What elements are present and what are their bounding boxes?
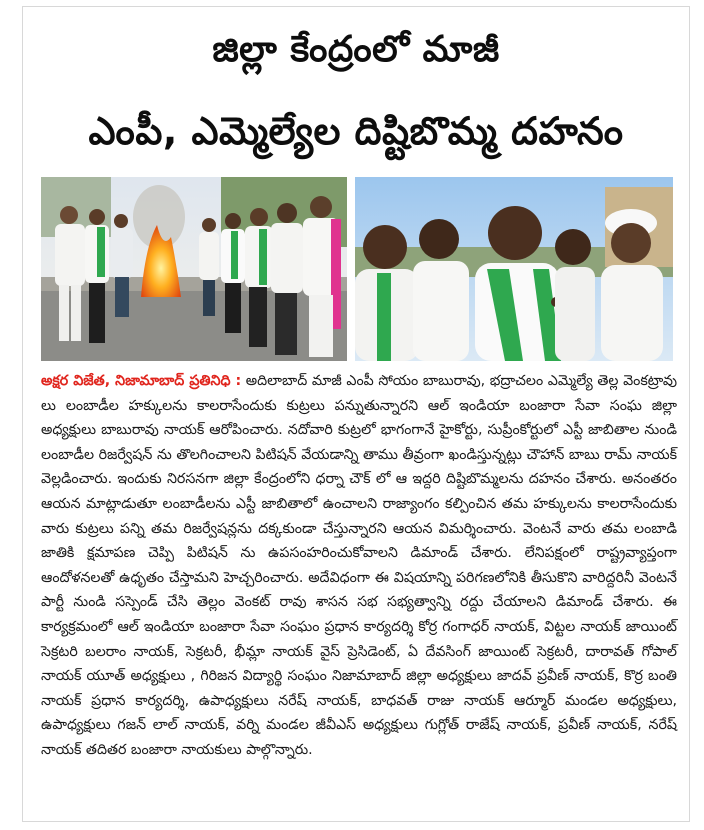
article-body [41, 369, 677, 763]
article-body-text: అదిలాబాద్ మాజీ ఎంపీ సోయం బాబురావు, భద్రాచలం ఎమ్మెల్యే తెల్ల వెంకట్రావు లు లంబాడీల హక్కులను కాలరాసేందుకు కుట్రలు పన్నుతున్నారని ఆల్ ఇండియా బంజారా సేవా సంఘ జిల్లా అధ్యక్షులు బాబురావు నాయక్ ఆరోపించారు. నదోవారి కుట్రలో భాగంగానే హైకోర్టు, సుప్రీంకోర్టులో ఎస్టీ జాబితాల నుండి లంబాడీల రిజర్వేషన్ ను తొలగించాలని పిటిషన్ వేయడాన్ని తాము తీవ్రంగా ఖండిస్తున్నట్లు చౌహాన్ బాబు రామ్ నాయక్ వెల్లడించారు. ఇందుకు నిరసనగా జిల్లా కేంద్రంలోని ధర్నా చౌక్ లో ఆ ఇద్దరి దిష్టిబొమ్మలను దహనం చేశారు. అనంతరం ఆయన మాట్లాడుతూ లంబాడీలను ఎస్టీ జాబితాలో ఉంచాలని రాజ్యాంగం కల్పించిన తమ హక్కులను కాలరాసేందుకు వారు కుట్రలు పన్ని తమ రిజర్వేషన్లను దక్కకుండా చేస్తున్నారని ఆయన విమర్శించారు. వెంటనే వారు తమ లంబాడి జాతికి క్షమాపణ చెప్పి పిటిషన్ ను ఉపసంహరించుకోవాలని డిమాండ్ చేశారు. లేనిపక్షంలో రాష్ట్రవ్యాప్తంగా ఆందోళనలతో ఉధృతం చేస్తామని హెచ్చరించారు. అదేవిధంగా ఈ విషయాన్ని పరిగణలోనికి తీసుకొని వారిద్దరినీ వెంటనే పార్టీ నుండి సస్పెండ్ చేసి తెల్లం వెంకట్ రావు శాసన సభ సభ్యత్వాన్ని రద్దు చేయాలని డిమాండ్ చేశారు. ఈ కార్యక్రమంలో ఆల్ ఇండియా బంజారా సేవా సంఘం ప్రధాన కార్యదర్శి కోర్ర గంగాధర్ నాయక్, విట్టల నాయక్ జాయింట్ సెక్రటరి బలరాం నాయక్, సెక్రటరీ, భీమ్లా నాయక్ వైస్ ప్రెసిడెంట్, ఏ దేవసింగ్ జాయింట్ సెక్రటరీ, దారావత్ గోపాల్ నాయక్ యూత్ అధ్యక్షులు , గిరిజన విద్యార్థి సంఘం నిజామాబాద్ జిల్లా అధ్యక్షులు జాదవ్ ప్రవీణ్ నాయక్, కొర్ర బంతి నాయక్ ప్రధాన కార్యదర్శి, ఉపాధ్యక్షులు నరేష్ నాయక్, బాధవత్ రాజు నాయక్ ఆర్మూర్ మండల అధ్యక్షులు, ఉపాధ్యక్షులు గజన్ లాల్ నాయక్, వర్ని మండల జీవీఎస్ అధ్యక్షులు గుగ్లోత్ రాజేష్ నాయక్, ప్రవీణ్ నాయక్, నరేష్ నాయక్ తదితర బంజారా నాయకులు పాల్గొన్నారు. [41, 373, 677, 758]
leaders-speaking-photo [355, 177, 673, 361]
newspaper-clipping [22, 6, 690, 822]
effigy-burning-photo [41, 177, 347, 361]
headline-line-2: ఎంపీ, ఎమ్మెల్యేల దిష్టిబొమ్మ దహనం [88, 109, 624, 153]
headline-line-1: జిల్లా కేంద్రంలో మాజీ [212, 29, 500, 70]
byline: అక్షర విజేత, నిజామాబాద్ ప్రతినిధి : [41, 373, 242, 389]
